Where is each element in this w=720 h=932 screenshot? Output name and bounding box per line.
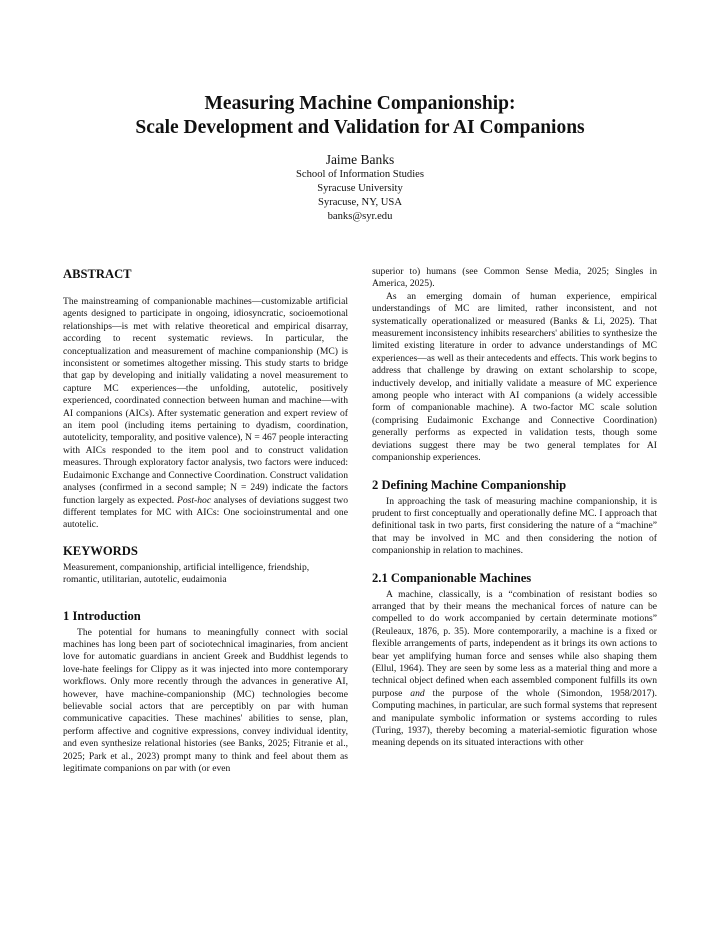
abstract-heading: ABSTRACT bbox=[63, 267, 132, 281]
section-2-1-paragraph: A machine, classically, is a “combination of resistant bodies so arranged that by their means the mechanical forces of nature can be compelled to do work accompanied by certain determinate motions” (Reuleaux, 1876, p. 35). More contemporarily, a machine is a fixed or flexible arrangements of parts, independent as it brings its own actions to bear yet amplifying human force and senses while also shaping them (Ellul, 1964). They are seen by some less as a material thing and more a technical object defined when each assembled component fulfills its own purpose and the purpose of the whole (Simondon, 1958/2017). Computing machines, in particular, are such formal systems that represent and manipulate symbolic information or systems according to rules (Turing, 1937), thereby becoming a material-semiotic figuration whose meaning depends on its situated interactions with other bbox=[372, 588, 657, 749]
author-email: banks@syr.edu bbox=[327, 211, 393, 222]
right-column bbox=[372, 266, 657, 750]
author-location: Syracuse, NY, USA bbox=[318, 197, 402, 208]
section-1-heading: 1 Introduction bbox=[63, 608, 141, 623]
intro-paragraph: The potential for humans to meaningfully connect with social machines has long been part of sociotechnical imaginaries, from ancient love for automatic guardians in ancient Greek and Buddhist legends to love-hate feelings for Clippy as it was injected into more contemporary workflows. Only more recently through the advances in generative AI, however, have machine-companionship (MC) technologies become believable social actors that are perceptibly on par with human communicative capacities. These machines' abilities to sense, plan, perform affective and cognitive expressions, convey individual identity, and even synthesize relational histories (see Banks, 2025; Fitranie et al., 2025; Park et al., 2023) prompt many to think and feel about them as legitimate companions on par with (or even bbox=[63, 626, 348, 774]
author-block bbox=[160, 151, 560, 224]
title-line-2: Scale Development and Validation for AI Companions bbox=[135, 117, 585, 138]
keywords-heading: KEYWORDS bbox=[63, 543, 138, 558]
keywords-text: Measurement, companionship, artificial intelligence, friendship, romantic, utilitarian, autotelic, eudaimonia bbox=[63, 561, 310, 586]
author-affiliation: School of Information Studies bbox=[296, 169, 424, 180]
section-2-1-heading: 2.1 Companionable Machines bbox=[372, 570, 532, 585]
intro-paragraph-2: As an emerging domain of human experience, empirical understandings of MC are limited, rather inconsistent, and not systematically operationalized or measured (Banks & Li, 2025). That measurement inconsistency inhibits researchers' abilities to synthesize the limited existing literature in order to advance understandings of MC experiences—as well as their antecedents and effects. This work begins to address that challenge by drawing on extant scholarship to scope, inductively develop, and initially validate a measure of MC experience among people who interact with AI companions (a widely accessible form of companionable machine). A two-factor MC scale solution (comprising Eudaimonic Exchange and Connective Coordination) generally performs as expected in validation tests, though some deviations suggest there may be two general templates for AI companionship experiences. bbox=[372, 290, 657, 464]
title-line-1: Measuring Machine Companionship: bbox=[204, 93, 516, 114]
intro-continued: superior to) humans (see Common Sense Media, 2025; Singles in America, 2025). bbox=[372, 266, 657, 290]
section-2-paragraph: In approaching the task of measuring machine companionship, it is prudent to first conceptually and operationally define MC. I approach that definitional task in two parts, first considering the nature of a “machine” that may be involved in MC and then considering the notion of companionship in relation to machines. bbox=[372, 495, 657, 557]
left-column bbox=[63, 266, 348, 775]
abstract-text: The mainstreaming of companionable machines—customizable artificial agents designed to participate in ongoing, idiosyncratic, socioemotional relationships—is met with relative theoretical and empirical disarray, according to recent systematic reviews. In particular, the conceptualization and measurement of machine companionship (MC) is inconsistent or sometimes altogether missing. This study starts to bridge that gap by developing and initially validating a novel measurement to capture MC experiences—the unfolding, autotelic, positively experienced, coordinated connection between human and machine—with AI companions (AICs). After systematic generation and expert review of an item pool (including items pertaining to dyadism, coordination, autotelicity, temporality, and positive valence), N = 467 people interacting with AICs responded to the item pool and to construct validation measures. Through exploratory factor analysis, two factors were induced: Eudaimonic Exchange and Connective Coordination. Construct validation analyses (confirmed in a second sample; N = 249) indicate the factors function largely as expected. Post-hoc analyses of deviations suggest two different templates for MC with AICs: One socioinstrumental and one autotelic. bbox=[63, 296, 348, 531]
author-university: Syracuse University bbox=[317, 183, 403, 194]
section-2-heading: 2 Defining Machine Companionship bbox=[372, 477, 567, 492]
author-name: Jaime Banks bbox=[325, 152, 395, 167]
paper-title bbox=[60, 92, 660, 140]
